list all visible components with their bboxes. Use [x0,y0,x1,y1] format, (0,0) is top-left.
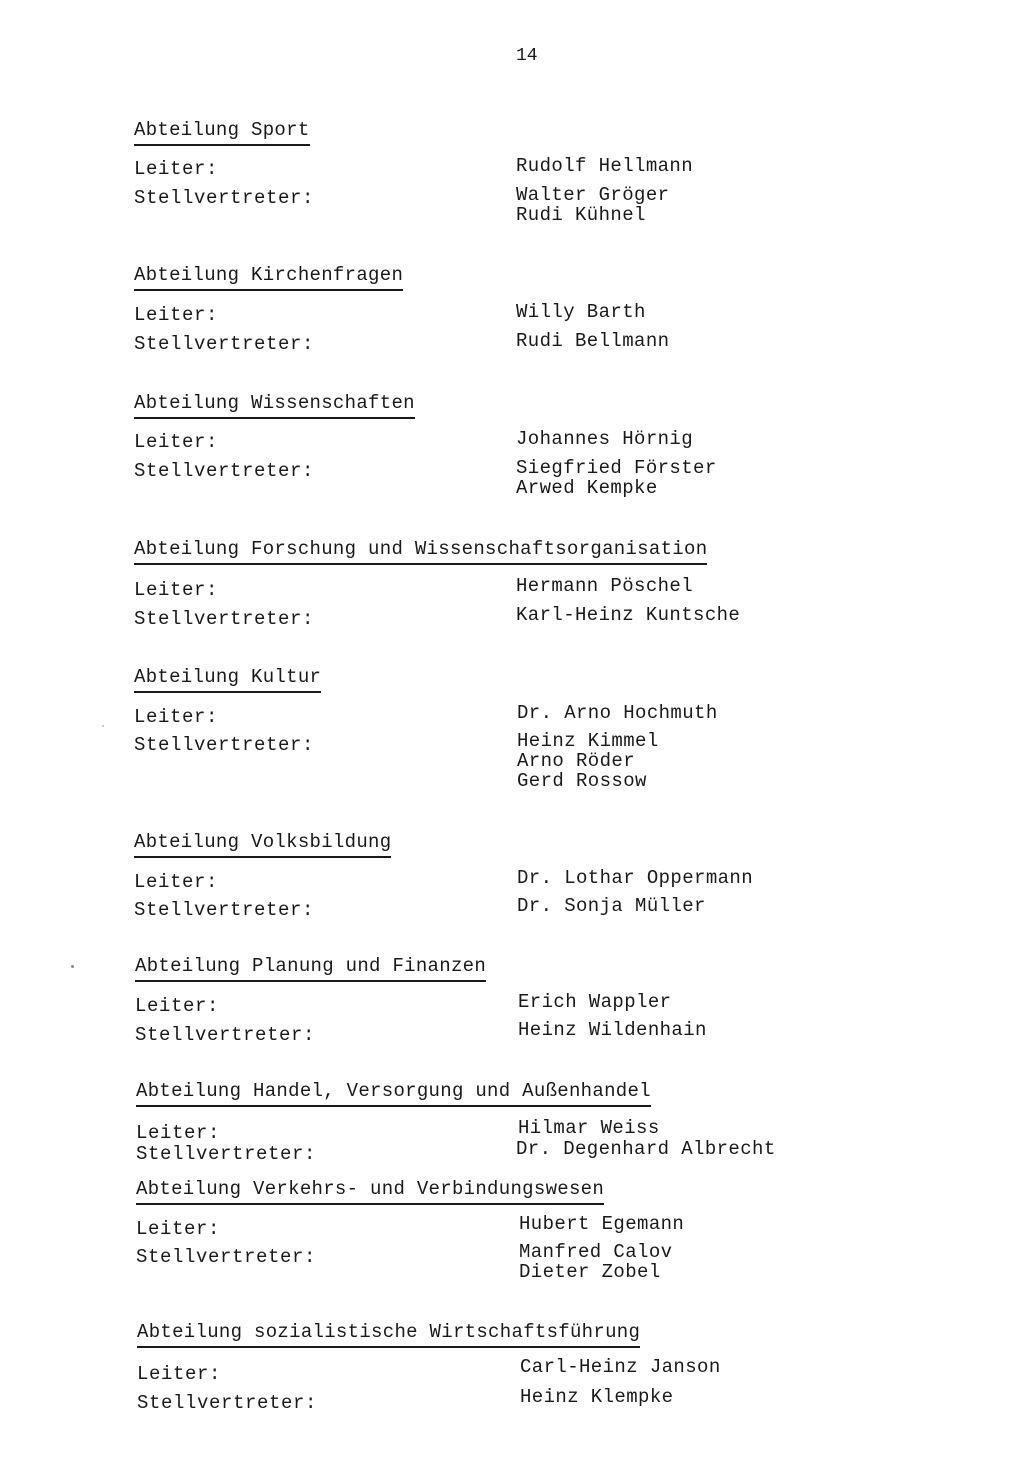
scan-speck [102,725,104,727]
leiter-name [517,868,753,888]
stellvertreter-names [519,1242,672,1282]
name-line: Walter Gröger [516,184,670,206]
name-line: Dieter Zobel [519,1261,661,1283]
section-heading-forschung: Abteilung Forschung und Wissenschaftsorganisation [134,538,707,565]
stellvertreter-names [517,731,659,791]
stellvertreter-label: Stellvertreter: [137,1392,318,1414]
section-heading-wirtschaftsfuehrung: Abteilung sozialistische Wirtschaftsführung [137,1321,640,1348]
name-line: Rudolf Hellmann [516,155,694,177]
name-line: Willy Barth [516,301,646,323]
leiter-name [519,1214,684,1234]
stellvertreter-names [517,896,706,916]
leiter-label: Leiter: [134,579,219,601]
name-line: Hilmar Weiss [518,1117,660,1139]
name-line: Heinz Kimmel [517,730,659,752]
name-line: Hermann Pöschel [516,575,694,597]
stellvertreter-label: Stellvertreter: [134,899,315,921]
name-line: Hubert Egemann [519,1213,685,1235]
leiter-name [516,576,693,596]
name-line: Karl-Heinz Kuntsche [516,604,741,626]
name-line: Manfred Calov [519,1241,673,1263]
leiter-label: Leiter: [134,871,219,893]
name-line: Gerd Rossow [517,770,647,792]
leiter-name [520,1357,721,1377]
leiter-label: Leiter: [136,1218,221,1240]
section-heading-volksbildung: Abteilung Volksbildung [134,831,391,858]
leiter-label: Leiter: [136,1122,221,1144]
section-heading-handel: Abteilung Handel, Versorgung und Außenhandel [136,1080,651,1107]
name-line: Siegfried Förster [516,457,717,479]
name-line: Dr. Arno Hochmuth [517,702,718,724]
name-line: Carl-Heinz Janson [520,1356,721,1378]
section-heading-wissenschaften: Abteilung Wissenschaften [134,392,415,419]
name-line: Arwed Kempke [516,477,658,499]
name-line: Dr. Degenhard Albrecht [516,1138,776,1160]
leiter-name [516,302,646,322]
name-line: Rudi Kühnel [516,204,646,226]
stellvertreter-label: Stellvertreter: [134,734,315,756]
leiter-label: Leiter: [137,1363,222,1385]
leiter-name [518,1118,660,1138]
leiter-label: Leiter: [134,706,219,728]
stellvertreter-label: Stellvertreter: [136,1246,317,1268]
section-heading-planung: Abteilung Planung und Finanzen [135,955,486,982]
stellvertreter-label: Stellvertreter: [134,608,315,630]
leiter-name [516,429,693,449]
stellvertreter-names [516,605,740,625]
stellvertreter-label: Stellvertreter: [135,1024,316,1046]
stellvertreter-names [516,185,669,225]
name-line: Heinz Klempke [520,1386,674,1408]
name-line: Erich Wappler [518,991,672,1013]
stellvertreter-label: Stellvertreter: [134,187,315,209]
leiter-label: Leiter: [134,304,219,326]
stellvertreter-names [518,1020,707,1040]
section-heading-sport: Abteilung Sport [134,119,310,146]
leiter-label: Leiter: [134,158,219,180]
stellvertreter-label: Stellvertreter: [134,460,315,482]
scan-speck [71,965,74,968]
name-line: Dr. Lothar Oppermann [517,867,754,889]
stellvertreter-names [516,331,669,351]
stellvertreter-names [516,458,717,498]
leiter-name [517,703,718,723]
section-heading-verkehr: Abteilung Verkehrs- und Verbindungswesen [136,1178,604,1205]
stellvertreter-label: Stellvertreter: [136,1143,317,1165]
name-line: Rudi Bellmann [516,330,670,352]
name-line: Dr. Sonja Müller [517,895,706,917]
section-heading-kirchenfragen: Abteilung Kirchenfragen [134,264,403,291]
leiter-name [516,156,693,176]
leiter-name [518,992,671,1012]
section-heading-kultur: Abteilung Kultur [134,666,321,693]
name-line: Arno Röder [517,750,636,772]
stellvertreter-label: Stellvertreter: [134,333,315,355]
leiter-label: Leiter: [135,995,220,1017]
stellvertreter-names [516,1139,776,1159]
leiter-label: Leiter: [134,431,219,453]
stellvertreter-names [520,1387,673,1407]
page-number: 14 [516,46,538,66]
name-line: Heinz Wildenhain [518,1019,707,1041]
name-line: Johannes Hörnig [516,428,694,450]
